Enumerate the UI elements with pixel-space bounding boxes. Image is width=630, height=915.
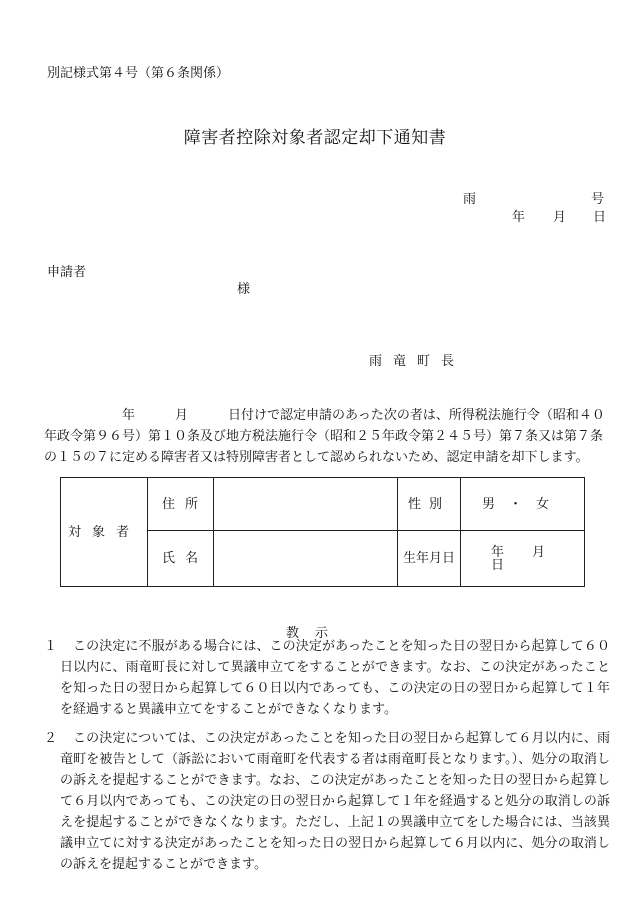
- issuer: 雨竜町長: [369, 354, 466, 369]
- gender-value[interactable]: 男・女: [461, 478, 585, 531]
- document-title: 障害者控除対象者認定却下通知書: [183, 128, 447, 148]
- notice-heading: 教示: [285, 626, 344, 641]
- issue-date-month: 月: [553, 210, 567, 225]
- notice-item-number: ２: [44, 731, 58, 746]
- decision-paragraph: [44, 405, 610, 468]
- address-field[interactable]: [214, 478, 398, 531]
- notice-item-number: １: [44, 639, 58, 654]
- notice-item-text: この決定については、この決定があったことを知った日の翌日から起算して６月以内に、雨竜町を被告として（訴訟において雨竜町を代表する者は雨竜町長となります。）、処分の取消しの訴えを提起することができます。なお、この決定があったことを知った日の翌日から起算して６月以内であっても、この決定の日の翌日から起算して１年を経過すると処分の取消しの訴えを提起することができなくなります。ただし、上記１の異議申立てをした場合には、当該異議申立てに対する決定があったことを知った日の翌日から起算して６月以内に、処分の取消しの訴えを提起することができます。: [60, 731, 610, 872]
- decision-line-2: 年政令第９６号）第１０条及び地方税法施行令（昭和２５年政令第２４５号）第７条又は第７条: [44, 429, 604, 444]
- birth-day: 日: [491, 557, 505, 573]
- decision-line-1: [44, 405, 610, 426]
- notice-item: [44, 728, 610, 875]
- target-label: 対象者: [61, 478, 148, 587]
- body-month-mark: 月: [175, 408, 189, 423]
- honorific: 様: [237, 282, 251, 297]
- name-label: 氏名: [148, 531, 214, 587]
- birthdate-label: 生年月日: [398, 531, 461, 587]
- birthdate-field[interactable]: [461, 531, 585, 587]
- birth-year: 年: [491, 544, 505, 560]
- address-label: 住所: [148, 478, 214, 531]
- gender-label: 性別: [398, 478, 461, 531]
- applicant-label: 申請者: [47, 265, 87, 280]
- decision-line-3: の１５の７に定める障害者又は特別障害者として認められないため、認定申請を却下します。: [44, 450, 589, 465]
- body-day-text: 日付けで認定申請のあった次の者は、所得税法施行令（昭和４０: [228, 408, 605, 423]
- issue-date-year: 年: [512, 210, 526, 225]
- body-year-mark: 年: [122, 408, 136, 423]
- document-number-prefix: 雨: [463, 192, 477, 207]
- target-person-table: [60, 477, 585, 587]
- birth-month: 月: [532, 544, 546, 560]
- notice-item: [44, 636, 610, 720]
- form-number: 別記様式第４号（第６条関係）: [47, 66, 230, 81]
- issue-date-day: 日: [593, 210, 607, 225]
- name-field[interactable]: [214, 531, 398, 587]
- document-number-suffix: 号: [591, 192, 605, 207]
- notice-item-text: この決定に不服がある場合には、この決定があったことを知った日の翌日から起算して６０日以内に、雨竜町長に対して異議申立てをすることができます。なお、この決定があったことを知った日の翌日から起算して６０日以内であっても、この決定の日の翌日から起算して１年を経過すると異議申立てをすることができなくなります。: [60, 639, 610, 717]
